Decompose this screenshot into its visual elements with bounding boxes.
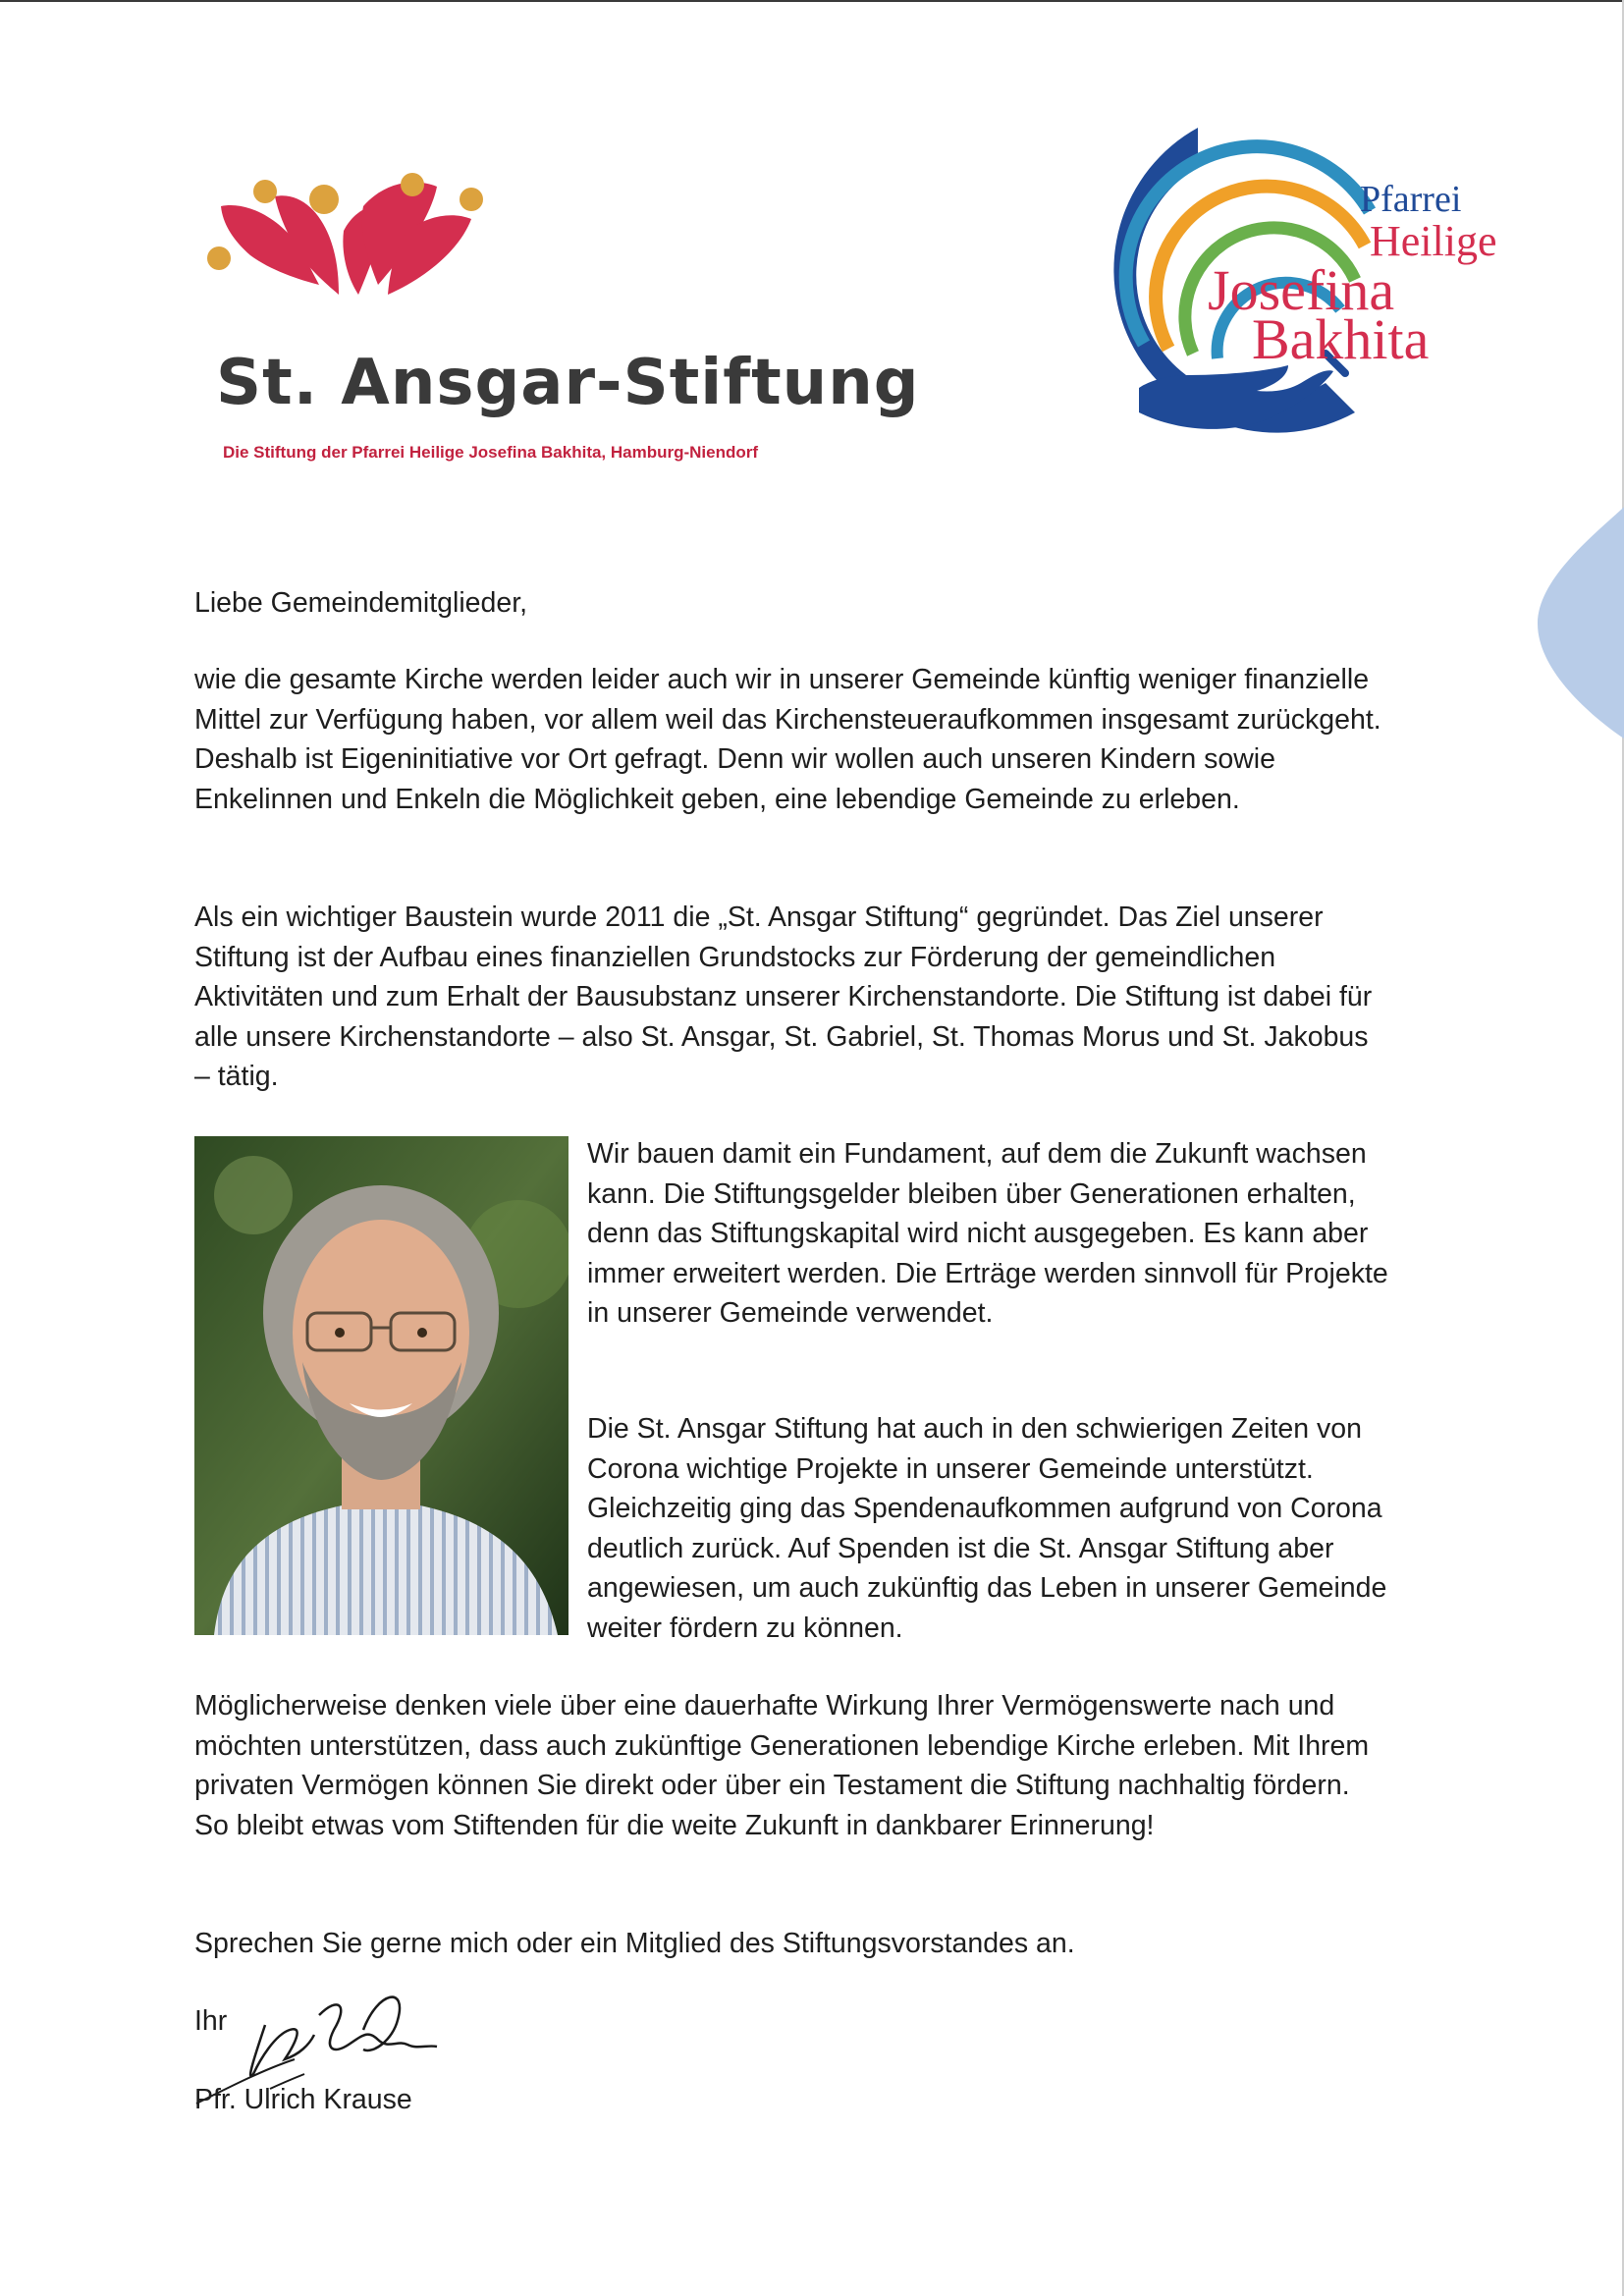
paragraph-text: Die St. Ansgar Stiftung hat auch in den schwierigen Zeiten von Corona wichtige Projekte in unserer Gemeinde unterstützt. Gleichzeitig ging das Spendenaufkommen aufgrund von Corona deutlich zurück. Auf Spenden ist die St. Ansgar Stiftung aber angewiesen, um auch zukünftig das Leben in unserer Gemeinde weiter fördern zu können. xyxy=(587,1413,1387,1644)
letter-salutation xyxy=(194,583,1382,624)
paragraph-text: Als ein wichtiger Baustein wurde 2011 die „St. Ansgar Stiftung“ gegründet. Das Ziel unserer Stiftung ist der Aufbau eines finanziellen Grundstocks zur Förderung der gemeindlichen Aktivitäten und zum Erhalt der Bausubstanz unserer Kirchenstandorte. Die Stiftung ist dabei für alle unsere Kirchenstandorte – also St. Ansgar, St. Gabriel, St. Thomas Morus und St. Jakobus – tätig. xyxy=(194,902,1373,1092)
paragraph-text: wie die gesamte Kirche werden leider auch wir in unserer Gemeinde künftig weniger finanzielle Mittel zur Verfügung haben, vor allem weil das Kirchensteueraufkommen insgesamt zurückgeht. Deshalb ist Eigeninitiative vor Ort gefragt. Denn wir wollen auch unseren Kindern sowie Enkelinnen und Enkeln die Möglichkeit geben, eine lebendige Gemeinde zu erleben. xyxy=(194,664,1381,815)
letter-paragraph-1 xyxy=(194,660,1382,819)
letter-paragraph-3 xyxy=(587,1134,1392,1334)
ansgar-stiftung-tagline: Die Stiftung der Pfarrei Heilige Josefina Bakhita, Hamburg-Niendorf xyxy=(223,443,759,462)
salutation-text: Liebe Gemeindemitglieder, xyxy=(194,587,528,619)
letter-paragraph-4 xyxy=(587,1409,1392,1648)
pfarrei-line4: Bakhita xyxy=(1252,307,1430,371)
top-border-line xyxy=(0,0,1624,2)
letter-paragraph-5 xyxy=(194,1686,1382,1845)
edge-decoration-icon xyxy=(1538,496,1624,746)
paragraph-text: Wir bauen damit ein Fundament, auf dem die Zukunft wachsen kann. Die Stiftungsgelder bleiben über Generationen erhalten, denn das Stiftungskapital wird nicht ausgegeben. Es kann aber immer erweitert werden. Die Erträge werden sinnvoll für Projekte in unserer Gemeinde verwendet. xyxy=(587,1138,1388,1329)
pfarrei-line3: Josefina xyxy=(1208,258,1395,322)
pfarrei-bakhita-logo-icon xyxy=(1031,118,1537,471)
signer-name: Pfr. Ulrich Krause xyxy=(194,2084,412,2115)
pfarrei-line2: Heilige xyxy=(1370,217,1497,265)
letter-closing: Ihr xyxy=(194,2005,228,2037)
pfarrei-line1: Pfarrei xyxy=(1360,179,1462,220)
ansgar-stiftung-title: St. Ansgar-Stiftung xyxy=(216,347,920,419)
portrait-photo xyxy=(194,1136,568,1635)
portrait-photo-icon xyxy=(194,1136,568,1635)
letter-paragraph-6 xyxy=(194,1924,1382,1964)
flower-people-logo-icon xyxy=(201,172,496,319)
paragraph-text: Möglicherweise denken viele über eine dauerhafte Wirkung Ihrer Vermögenswerte nach und möchten unterstützen, dass auch zukünftige Generationen lebendige Kirche erleben. Mit Ihrem privaten Vermögen können Sie direkt oder über ein Testament die Stiftung nachhaltig fördern. So bleibt etwas vom Stiftenden für die weite Zukunft in dankbarer Erinnerung! xyxy=(194,1690,1370,1841)
letter-paragraph-2 xyxy=(194,898,1382,1097)
paragraph-text: Sprechen Sie gerne mich oder ein Mitglied des Stiftungsvorstandes an. xyxy=(194,1928,1075,1959)
